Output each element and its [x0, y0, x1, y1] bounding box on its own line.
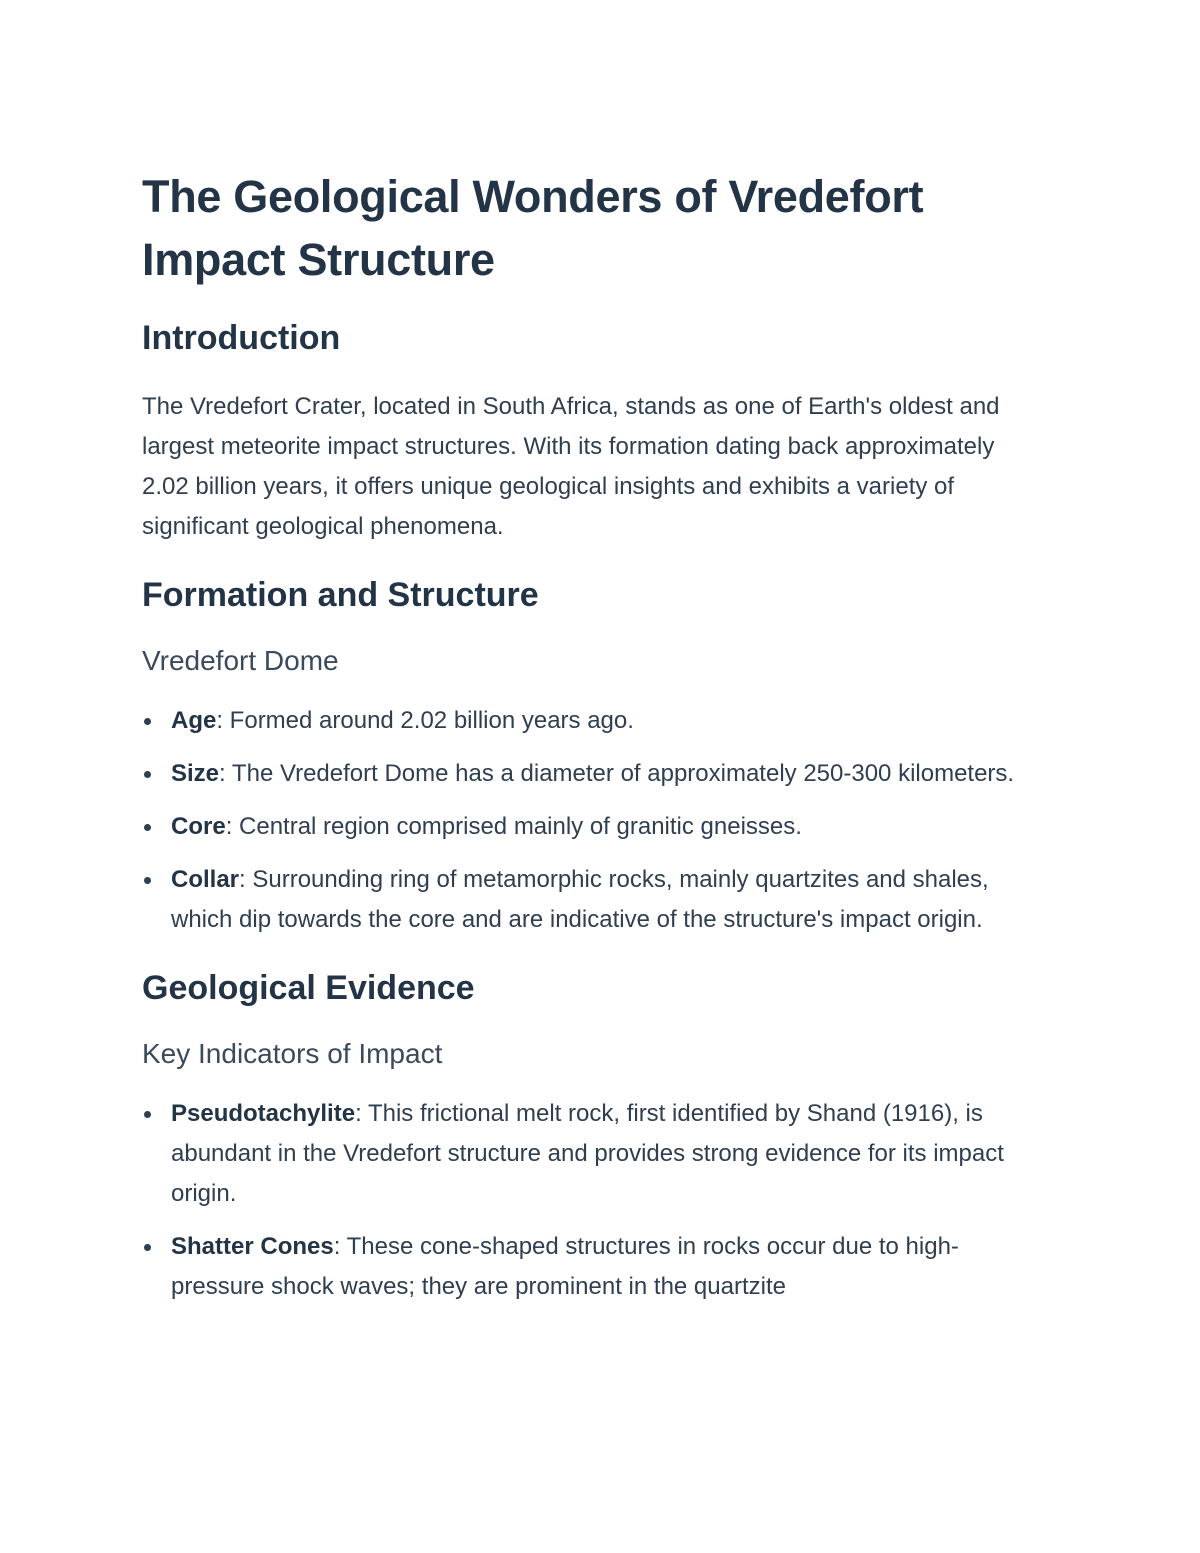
- list-item-term: Core: [171, 813, 226, 840]
- subheading-vredefort-dome: Vredefort Dome: [142, 645, 339, 676]
- bullet-icon: [144, 771, 151, 778]
- section-heading-introduction: Introduction: [142, 319, 341, 357]
- list-item: [142, 807, 1042, 847]
- list-item-term: Collar: [171, 866, 240, 893]
- formation-list: [142, 701, 1042, 940]
- list-item-text: : The Vredefort Dome has a diameter of approximately 250-300 kilometers.: [219, 760, 1015, 787]
- evidence-list: [142, 1094, 1042, 1307]
- bullet-icon: [144, 1244, 151, 1251]
- list-item-text: : Formed around 2.02 billion years ago.: [216, 707, 634, 734]
- bullet-icon: [144, 1111, 151, 1118]
- bullet-icon: [144, 877, 151, 884]
- list-item-term: Size: [171, 760, 220, 787]
- list-item-term: Pseudotachylite: [171, 1100, 356, 1127]
- document-page: [142, 165, 1042, 1307]
- list-item-text: : Surrounding ring of metamorphic rocks, mainly quartzites and shales, which dip towards the core and are indicative of the structure's impact origin.: [171, 866, 989, 933]
- list-item: [142, 1227, 1042, 1307]
- list-item-text: : Central region comprised mainly of granitic gneisses.: [225, 813, 802, 840]
- list-item: [142, 860, 1042, 940]
- list-item-term: Shatter Cones: [171, 1233, 334, 1260]
- list-item-text: : This frictional melt rock, first identified by Shand (1916), is abundant in the Vredefort structure and provides strong evidence for its impact origin.: [171, 1100, 1004, 1207]
- list-item: [142, 1094, 1042, 1214]
- introduction-paragraph: The Vredefort Crater, located in South Africa, stands as one of Earth's oldest and largest meteorite impact structures. With its formation dating back approximately 2.02 billion years, it offers unique geological insights and exhibits a variety of significant geological phenomena.: [142, 393, 1000, 540]
- list-item-term: Age: [171, 707, 217, 734]
- section-heading-evidence: Geological Evidence: [142, 969, 475, 1007]
- list-item: [142, 701, 1042, 741]
- bullet-icon: [144, 824, 151, 831]
- section-heading-formation: Formation and Structure: [142, 576, 539, 614]
- document-title: The Geological Wonders of Vredefort Impact Structure: [142, 171, 924, 285]
- bullet-icon: [144, 718, 151, 725]
- subheading-key-indicators: Key Indicators of Impact: [142, 1038, 443, 1069]
- list-item: [142, 754, 1042, 794]
- list-item-text: : These cone-shaped structures in rocks occur due to high-pressure shock waves; they are prominent in the quartzite: [171, 1233, 959, 1300]
